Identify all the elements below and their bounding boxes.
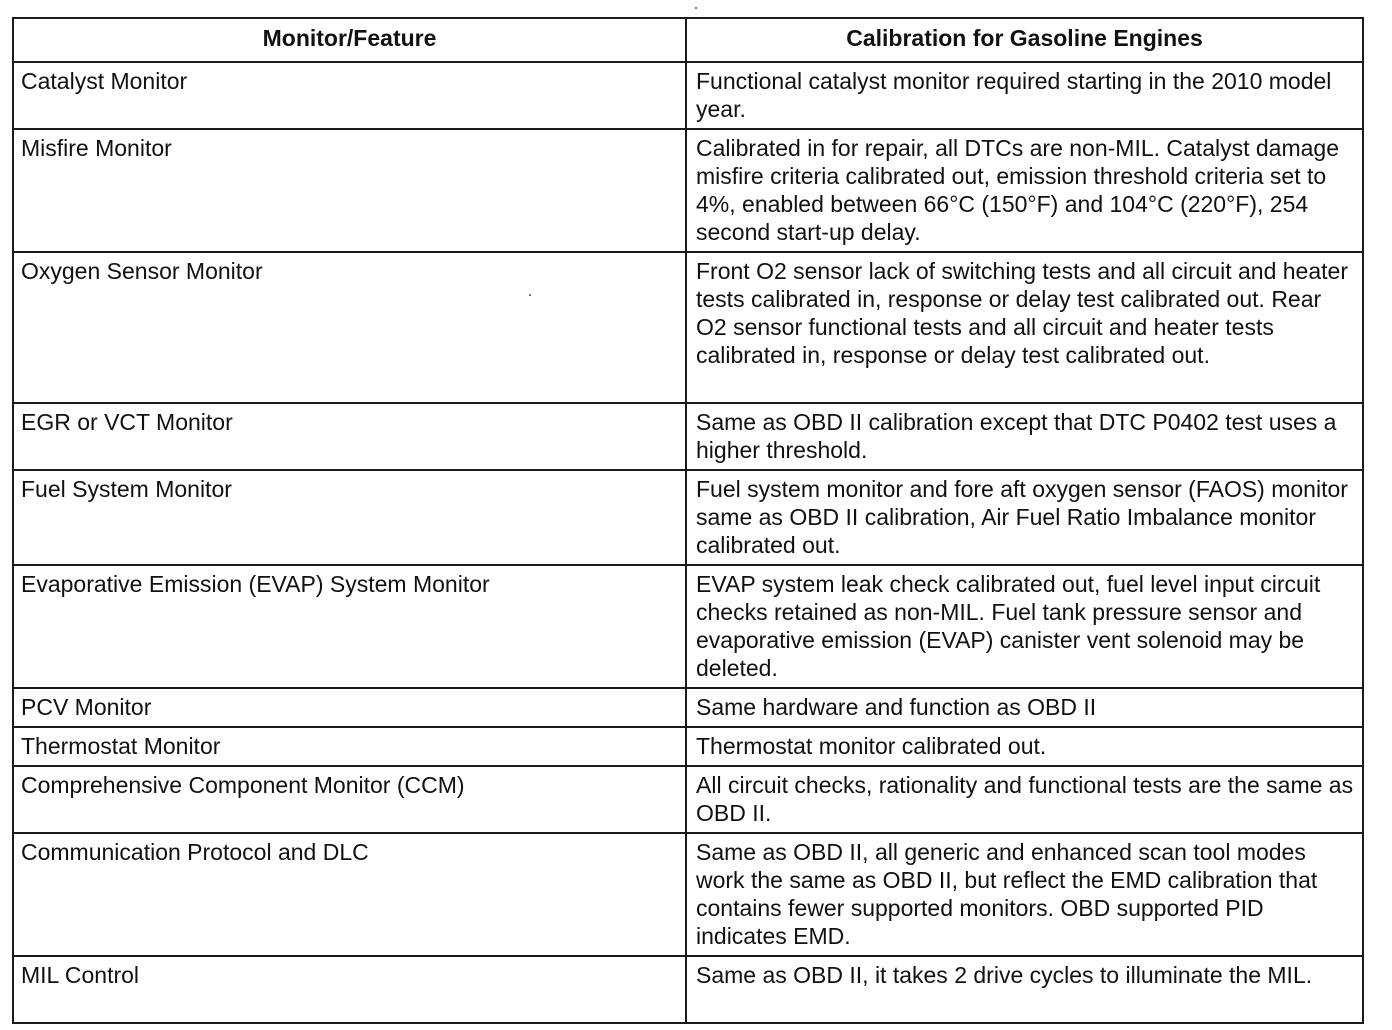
- calibration-cell: Calibrated in for repair, all DTCs are non-MIL. Catalyst damage misfire criteria calibrated out, emission threshold criteria set to 4%, enabled between 66°C (150°F) and 104°C (220°F), 254 second start-up delay.: [686, 129, 1363, 252]
- feature-cell: Communication Protocol and DLC: [13, 833, 686, 956]
- table-body: [13, 62, 1363, 1023]
- table-row: [13, 565, 1363, 688]
- table-row: [13, 833, 1363, 956]
- feature-cell: Oxygen Sensor Monitor: [13, 252, 686, 403]
- header-calibration: Calibration for Gasoline Engines: [686, 18, 1363, 62]
- feature-cell: EGR or VCT Monitor: [13, 403, 686, 470]
- calibration-cell: Same as OBD II, all generic and enhanced scan tool modes work the same as OBD II, but reflect the EMD calibration that contains fewer supported monitors. OBD supported PID indicates EMD.: [686, 833, 1363, 956]
- feature-cell: Thermostat Monitor: [13, 727, 686, 766]
- table-row: [13, 129, 1363, 252]
- calibration-cell: Thermostat monitor calibrated out.: [686, 727, 1363, 766]
- table-row: [13, 727, 1363, 766]
- feature-cell: MIL Control: [13, 956, 686, 1023]
- feature-cell: Fuel System Monitor: [13, 470, 686, 565]
- calibration-cell: Same hardware and function as OBD II: [686, 688, 1363, 727]
- scan-speck: [695, 7, 697, 9]
- calibration-cell: Functional catalyst monitor required starting in the 2010 model year.: [686, 62, 1363, 129]
- table-header: [13, 18, 1363, 62]
- table-row: [13, 470, 1363, 565]
- document-page: [12, 17, 1362, 1024]
- calibration-cell: All circuit checks, rationality and functional tests are the same as OBD II.: [686, 766, 1363, 833]
- table-row: [13, 62, 1363, 129]
- calibration-cell: Same as OBD II calibration except that DTC P0402 test uses a higher threshold.: [686, 403, 1363, 470]
- table-row: [13, 766, 1363, 833]
- calibration-cell: Same as OBD II, it takes 2 drive cycles to illuminate the MIL.: [686, 956, 1363, 1023]
- scan-speck: [529, 294, 531, 296]
- calibration-cell: Fuel system monitor and fore aft oxygen sensor (FAOS) monitor same as OBD II calibration, Air Fuel Ratio Imbalance monitor calibrated out.: [686, 470, 1363, 565]
- calibration-cell: Front O2 sensor lack of switching tests and all circuit and heater tests calibrated in, response or delay test calibrated out. Rear O2 sensor functional tests and all circuit and heater tests calibrated in, response or delay test calibrated out.: [686, 252, 1363, 403]
- header-monitor-feature: Monitor/Feature: [13, 18, 686, 62]
- calibration-table: [12, 17, 1364, 1024]
- feature-cell: PCV Monitor: [13, 688, 686, 727]
- table-row: [13, 688, 1363, 727]
- feature-cell: Evaporative Emission (EVAP) System Monitor: [13, 565, 686, 688]
- feature-cell: Comprehensive Component Monitor (CCM): [13, 766, 686, 833]
- table-row: [13, 252, 1363, 403]
- feature-cell: Misfire Monitor: [13, 129, 686, 252]
- table-row: [13, 956, 1363, 1023]
- feature-cell: Catalyst Monitor: [13, 62, 686, 129]
- header-row: [13, 18, 1363, 62]
- calibration-cell: EVAP system leak check calibrated out, fuel level input circuit checks retained as non-MIL. Fuel tank pressure sensor and evaporative emission (EVAP) canister vent solenoid may be deleted.: [686, 565, 1363, 688]
- table-row: [13, 403, 1363, 470]
